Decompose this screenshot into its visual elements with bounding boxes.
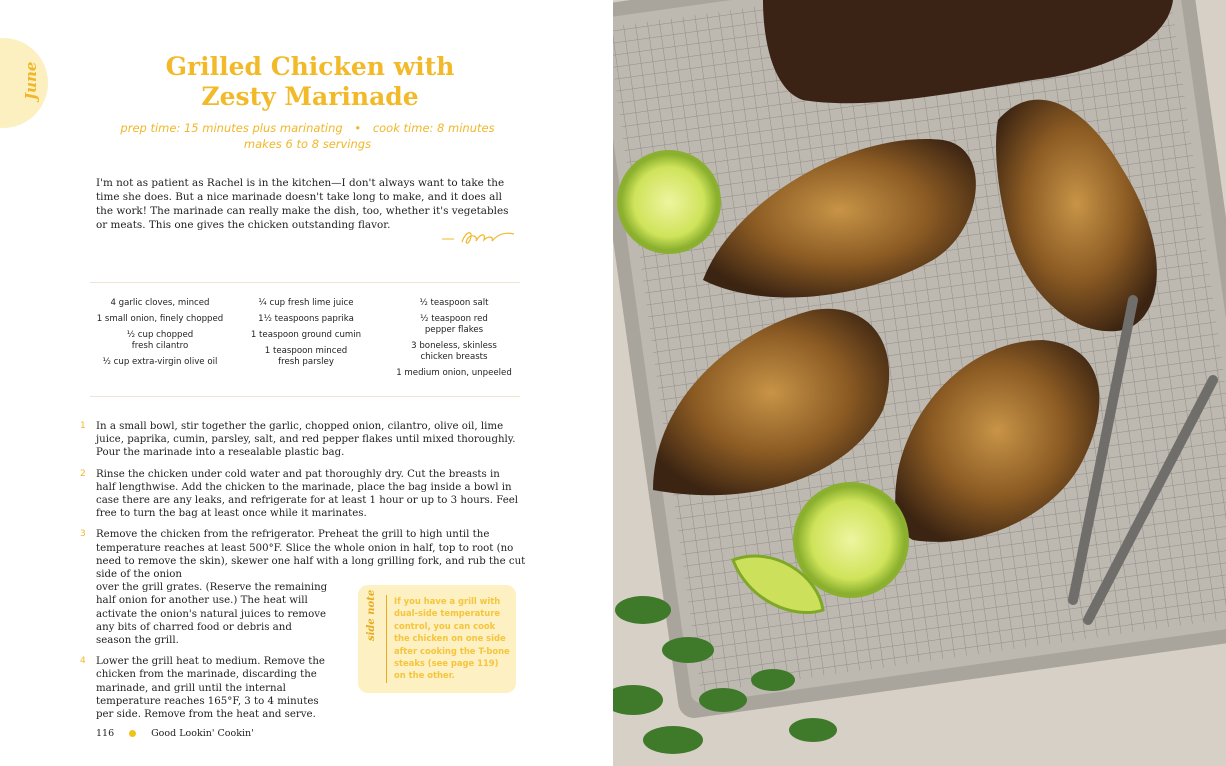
divider-bottom [90,396,520,397]
step [80,655,330,721]
ingredient: 1 teaspoon ground cumin [250,330,362,340]
recipe-intro: I'm not as patient as Rachel is in the kitchen—I don't always want to take the time she does. But a nice marinade doesn't take long to make, and it does all the work! The marinade can really make the dish, too, whether it's vegetables or meats. This one gives the chicken outstanding flavor. [96,177,509,231]
title-line-2: Zesty Marinade [201,82,419,111]
recipe-title [130,52,490,112]
lime-half [619,152,719,252]
side-note-box [358,585,516,693]
book-title: Good Lookin' Cookin' [151,728,254,739]
ingredients-column-2 [236,298,376,373]
ingredient: 1 small onion, finely chopped [96,314,224,324]
page-footer [96,728,254,739]
divider-top [90,282,520,283]
ingredient: ½ teaspoon red pepper flakes [420,314,488,335]
meta-separator-dot: • [354,121,362,135]
step-continued [80,581,330,647]
servings: makes 6 to 8 servings [243,137,372,151]
step-text: Rinse the chicken under cold water and pat thoroughly dry. Cut the breasts in half lengthwise. Add the chicken to the marinade, place the bag inside a bowl in case there are any leaks, and refrigerate for at least 1 hour or up to 3 hours. Feel free to turn the bag at least once while it marinates. [96,468,519,520]
ingredients-column-1 [90,298,230,373]
ingredients-column-3 [384,298,524,384]
lime-half [795,484,907,596]
ingredient: ¼ cup fresh lime juice [258,298,354,308]
title-line-1: Grilled Chicken with [165,52,455,81]
ingredient: 4 garlic cloves, minced [110,298,210,308]
step-number: 4 [80,656,86,667]
step-number: 3 [80,529,86,540]
ingredient: 1 teaspoon minced fresh parsley [264,346,348,367]
food-photo [613,0,1226,766]
step-text: over the grill grates. (Reserve the remaining half onion for another use.) The heat will activate the onion's natural juices to remove any bits of charred food or debris and season the grill. [96,582,328,647]
step [80,468,520,521]
sheet-pan [613,0,1226,720]
month-label: June [22,61,40,100]
page-number: 116 [96,728,115,739]
side-note-divider [386,595,387,683]
side-note-text: If you have a grill with dual-side temperature control, you can cook the chicken on one side after cooking the T-bone steaks (see page 119) on the other. [394,596,510,681]
step-text: Lower the grill heat to medium. Remove the chicken from the marinade, discarding the marinade, and grill until the internal temperature reaches 165°F, 3 to 4 minutes per side. Remove from the heat and serve. [96,656,325,721]
grilled-chicken-photo [613,0,1226,766]
recipe-meta [110,120,505,152]
ingredient: 3 boneless, skinless chicken breasts [411,341,497,362]
step-text: Remove the chicken from the refrigerator. Preheat the grill to high until the temperature reaches at least 500°F. Slice the whole onion in half, top to root (no need to remove the skin), skewer one half with a long grilling fork, and rub the cut side of the onion [96,529,526,581]
ingredient: ½ cup extra-virgin olive oil [102,357,218,367]
step [80,420,530,460]
ingredient: ½ teaspoon salt [419,298,489,308]
ingredient: 1 medium onion, unpeeled [396,368,512,378]
ingredient: ½ cup chopped fresh cilantro [126,330,194,351]
step-number: 2 [80,468,86,479]
author-signature [440,226,520,248]
footer-dot [129,730,136,737]
step-number: 1 [80,421,86,431]
side-note-label: side note [366,589,377,641]
ingredient: 1½ teaspoons paprika [258,314,354,324]
cook-time: cook time: 8 minutes [372,121,495,135]
step [80,528,530,581]
prep-time: prep time: 15 minutes plus marinating [120,121,343,135]
step-text: In a small bowl, stir together the garlic, chopped onion, cilantro, olive oil, lime juice, paprika, cumin, parsley, salt, and red pepper flakes until mixed thoroughly. Pour the marinade into a resealable plastic bag. [96,421,516,459]
